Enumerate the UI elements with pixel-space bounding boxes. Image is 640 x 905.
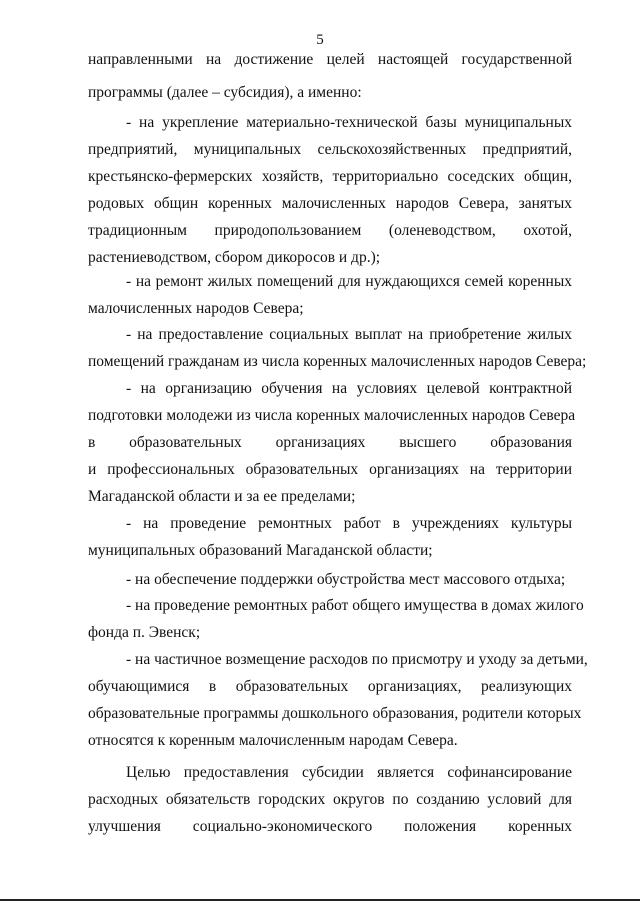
text-line: образовательные программы дошкольного образования, родители которых: [88, 705, 582, 722]
text-line: подготовки молодежи из числа коренных малочисленных народов Севера: [88, 407, 576, 424]
text-line: традиционным природопользованием (оленеводством, охотой,: [88, 222, 572, 239]
text-line: обучающимися в образовательных организациях, реализующих: [88, 678, 572, 695]
scan-edge-line: [0, 899, 640, 901]
text-line: предприятий, муниципальных сельскохозяйственных предприятий,: [88, 141, 572, 158]
text-line: растениеводством, сбором дикоросов и др.);: [88, 249, 381, 266]
text-line: - на частичное возмещение расходов по присмотру и уходу за детьми,: [126, 651, 588, 668]
text-line: - на предоставление социальных выплат на приобретение жилых: [126, 326, 572, 343]
page-number: 5: [316, 32, 324, 48]
text-line: родовых общин коренных малочисленных народов Севера, занятых: [88, 195, 572, 212]
text-line: фонда п. Эвенск;: [88, 624, 201, 641]
text-line: Целью предоставления субсидии является софинансирование: [126, 764, 572, 781]
text-line: муниципальных образований Магаданской области;: [88, 542, 433, 559]
text-line: в образовательных организациях высшего образования: [88, 434, 572, 451]
text-line: программы (далее – субсидия), а именно:: [88, 84, 362, 101]
text-line: - на укрепление материально-технической базы муниципальных: [126, 114, 572, 131]
text-line: расходных обязательств городских округов по созданию условий для: [88, 791, 572, 808]
text-line: помещений гражданам из числа коренных малочисленных народов Севера;: [88, 353, 587, 370]
text-line: улучшения социально-экономического положения коренных: [88, 818, 572, 835]
text-line: - на ремонт жилых помещений для нуждающихся семей коренных: [126, 273, 572, 290]
text-line: направленными на достижение целей настоящей государственной: [88, 51, 572, 68]
text-line: - на проведение ремонтных работ общего имущества в домах жилого: [126, 597, 584, 614]
text-line: относятся к коренным малочисленным народам Севера.: [88, 732, 458, 749]
text-line: - на обеспечение поддержки обустройства мест массового отдыха;: [126, 571, 566, 588]
text-line: Магаданской области и за ее пределами;: [88, 488, 356, 505]
text-line: и профессиональных образовательных организациях на территории: [88, 461, 572, 478]
text-line: - на организацию обучения на условиях целевой контрактной: [126, 380, 572, 397]
text-line: крестьянско-фермерских хозяйств, территориально соседских общин,: [88, 168, 572, 185]
text-line: малочисленных народов Севера;: [88, 300, 304, 317]
text-line: - на проведение ремонтных работ в учреждениях культуры: [126, 515, 572, 532]
